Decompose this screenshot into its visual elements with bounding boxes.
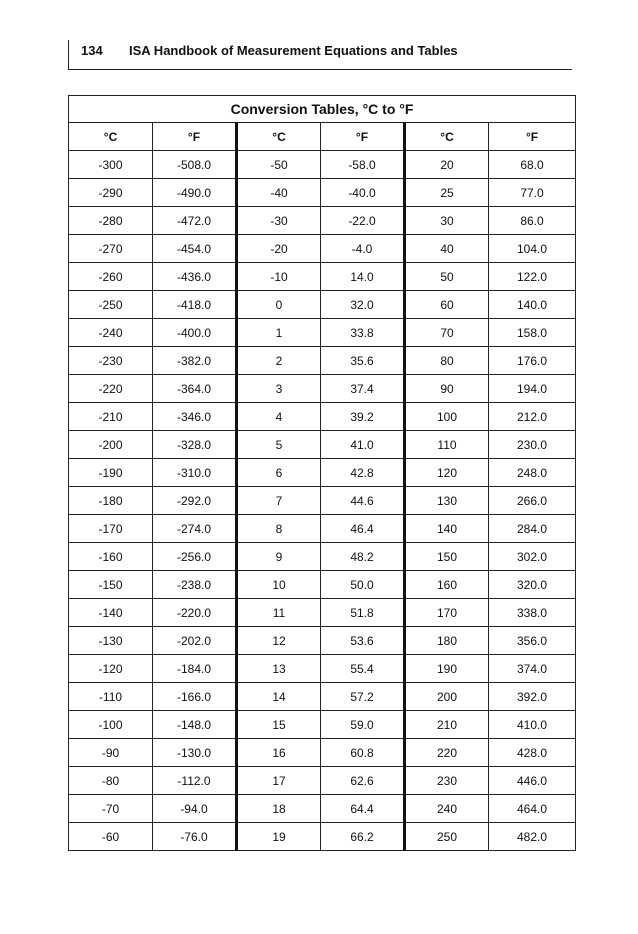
celsius-cell: -280 (69, 207, 153, 235)
celsius-cell: 50 (405, 263, 489, 291)
fahrenheit-cell: -112.0 (153, 767, 237, 795)
fahrenheit-cell: 410.0 (489, 711, 576, 739)
fahrenheit-cell: 64.4 (321, 795, 405, 823)
fahrenheit-cell: -472.0 (153, 207, 237, 235)
celsius-cell: 140 (405, 515, 489, 543)
fahrenheit-cell: 86.0 (489, 207, 576, 235)
celsius-cell: 60 (405, 291, 489, 319)
fahrenheit-cell: -22.0 (321, 207, 405, 235)
celsius-cell: -180 (69, 487, 153, 515)
fahrenheit-cell: 122.0 (489, 263, 576, 291)
table-row (69, 711, 576, 739)
table-row (69, 375, 576, 403)
conversion-table (68, 95, 576, 851)
celsius-cell: -250 (69, 291, 153, 319)
celsius-cell: -290 (69, 179, 153, 207)
table-row (69, 179, 576, 207)
celsius-cell: 16 (237, 739, 321, 767)
fahrenheit-cell: -184.0 (153, 655, 237, 683)
fahrenheit-cell: -436.0 (153, 263, 237, 291)
celsius-cell: 8 (237, 515, 321, 543)
fahrenheit-cell: 66.2 (321, 823, 405, 851)
fahrenheit-cell: 338.0 (489, 599, 576, 627)
celsius-cell: -240 (69, 319, 153, 347)
fahrenheit-cell: -418.0 (153, 291, 237, 319)
fahrenheit-cell: 46.4 (321, 515, 405, 543)
celsius-cell: -160 (69, 543, 153, 571)
fahrenheit-cell: 428.0 (489, 739, 576, 767)
celsius-cell: 13 (237, 655, 321, 683)
table-title-row (69, 96, 576, 123)
fahrenheit-cell: -328.0 (153, 431, 237, 459)
table-row (69, 795, 576, 823)
celsius-cell: 90 (405, 375, 489, 403)
celsius-cell: 40 (405, 235, 489, 263)
celsius-cell: -260 (69, 263, 153, 291)
celsius-cell: -140 (69, 599, 153, 627)
celsius-cell: -210 (69, 403, 153, 431)
table-row (69, 263, 576, 291)
celsius-cell: -10 (237, 263, 321, 291)
fahrenheit-cell: 55.4 (321, 655, 405, 683)
fahrenheit-cell: 176.0 (489, 347, 576, 375)
fahrenheit-cell: -94.0 (153, 795, 237, 823)
table-row (69, 767, 576, 795)
table-row (69, 319, 576, 347)
celsius-cell: -230 (69, 347, 153, 375)
fahrenheit-cell: -400.0 (153, 319, 237, 347)
fahrenheit-cell: 14.0 (321, 263, 405, 291)
celsius-cell: -220 (69, 375, 153, 403)
celsius-cell: 170 (405, 599, 489, 627)
table-row (69, 739, 576, 767)
fahrenheit-cell: 266.0 (489, 487, 576, 515)
table-row (69, 151, 576, 179)
table-row (69, 599, 576, 627)
table-row (69, 627, 576, 655)
fahrenheit-cell: 446.0 (489, 767, 576, 795)
celsius-cell: 11 (237, 599, 321, 627)
fahrenheit-cell: -58.0 (321, 151, 405, 179)
celsius-cell: 100 (405, 403, 489, 431)
fahrenheit-cell: 230.0 (489, 431, 576, 459)
celsius-cell: 70 (405, 319, 489, 347)
fahrenheit-cell: -238.0 (153, 571, 237, 599)
celsius-cell: -50 (237, 151, 321, 179)
fahrenheit-cell: -310.0 (153, 459, 237, 487)
table-row (69, 683, 576, 711)
celsius-cell: 130 (405, 487, 489, 515)
fahrenheit-cell: 320.0 (489, 571, 576, 599)
fahrenheit-cell: -508.0 (153, 151, 237, 179)
table-row (69, 403, 576, 431)
celsius-cell: 250 (405, 823, 489, 851)
fahrenheit-cell: -490.0 (153, 179, 237, 207)
fahrenheit-cell: -166.0 (153, 683, 237, 711)
celsius-cell: 30 (405, 207, 489, 235)
fahrenheit-cell: -4.0 (321, 235, 405, 263)
fahrenheit-cell: -148.0 (153, 711, 237, 739)
fahrenheit-cell: 62.6 (321, 767, 405, 795)
fahrenheit-cell: 140.0 (489, 291, 576, 319)
column-header-fahrenheit: °F (153, 123, 237, 151)
fahrenheit-cell: 374.0 (489, 655, 576, 683)
celsius-cell: 150 (405, 543, 489, 571)
fahrenheit-cell: 392.0 (489, 683, 576, 711)
celsius-cell: -130 (69, 627, 153, 655)
celsius-cell: -120 (69, 655, 153, 683)
celsius-cell: 120 (405, 459, 489, 487)
celsius-cell: -20 (237, 235, 321, 263)
celsius-cell: -90 (69, 739, 153, 767)
celsius-cell: -80 (69, 767, 153, 795)
celsius-cell: 180 (405, 627, 489, 655)
fahrenheit-cell: -364.0 (153, 375, 237, 403)
celsius-cell: -30 (237, 207, 321, 235)
celsius-cell: -170 (69, 515, 153, 543)
fahrenheit-cell: 356.0 (489, 627, 576, 655)
fahrenheit-cell: 212.0 (489, 403, 576, 431)
table-row (69, 235, 576, 263)
table-row (69, 347, 576, 375)
fahrenheit-cell: 194.0 (489, 375, 576, 403)
page-number: 134 (81, 43, 103, 58)
column-header-celsius: °C (405, 123, 489, 151)
celsius-cell: 210 (405, 711, 489, 739)
celsius-cell: -40 (237, 179, 321, 207)
fahrenheit-cell: 53.6 (321, 627, 405, 655)
fahrenheit-cell: 57.2 (321, 683, 405, 711)
celsius-cell: 1 (237, 319, 321, 347)
celsius-cell: 5 (237, 431, 321, 459)
column-header-fahrenheit: °F (321, 123, 405, 151)
table-row (69, 431, 576, 459)
celsius-cell: -200 (69, 431, 153, 459)
celsius-cell: 14 (237, 683, 321, 711)
celsius-cell: 9 (237, 543, 321, 571)
fahrenheit-cell: 32.0 (321, 291, 405, 319)
celsius-cell: 19 (237, 823, 321, 851)
celsius-cell: -110 (69, 683, 153, 711)
fahrenheit-cell: -202.0 (153, 627, 237, 655)
fahrenheit-cell: -292.0 (153, 487, 237, 515)
fahrenheit-cell: 68.0 (489, 151, 576, 179)
fahrenheit-cell: -76.0 (153, 823, 237, 851)
fahrenheit-cell: -274.0 (153, 515, 237, 543)
table-row (69, 515, 576, 543)
fahrenheit-cell: 104.0 (489, 235, 576, 263)
fahrenheit-cell: -382.0 (153, 347, 237, 375)
celsius-cell: -300 (69, 151, 153, 179)
celsius-cell: 15 (237, 711, 321, 739)
fahrenheit-cell: -130.0 (153, 739, 237, 767)
fahrenheit-cell: -256.0 (153, 543, 237, 571)
fahrenheit-cell: 51.8 (321, 599, 405, 627)
celsius-cell: 12 (237, 627, 321, 655)
fahrenheit-cell: 60.8 (321, 739, 405, 767)
table-row (69, 459, 576, 487)
table-row (69, 823, 576, 851)
celsius-cell: 160 (405, 571, 489, 599)
fahrenheit-cell: 59.0 (321, 711, 405, 739)
table-row (69, 655, 576, 683)
celsius-cell: -100 (69, 711, 153, 739)
fahrenheit-cell: 302.0 (489, 543, 576, 571)
table-row (69, 487, 576, 515)
celsius-cell: 220 (405, 739, 489, 767)
celsius-cell: 80 (405, 347, 489, 375)
fahrenheit-cell: 35.6 (321, 347, 405, 375)
fahrenheit-cell: 482.0 (489, 823, 576, 851)
fahrenheit-cell: 50.0 (321, 571, 405, 599)
fahrenheit-cell: 44.6 (321, 487, 405, 515)
celsius-cell: -70 (69, 795, 153, 823)
table-row (69, 571, 576, 599)
fahrenheit-cell: -454.0 (153, 235, 237, 263)
celsius-cell: 20 (405, 151, 489, 179)
running-title: ISA Handbook of Measurement Equations and Tables (129, 43, 458, 58)
celsius-cell: 3 (237, 375, 321, 403)
fahrenheit-cell: 42.8 (321, 459, 405, 487)
table-title: Conversion Tables, °C to °F (69, 96, 576, 123)
column-header-celsius: °C (237, 123, 321, 151)
celsius-cell: 200 (405, 683, 489, 711)
table-body (69, 151, 576, 851)
celsius-cell: 7 (237, 487, 321, 515)
celsius-cell: 2 (237, 347, 321, 375)
celsius-cell: 4 (237, 403, 321, 431)
celsius-cell: -270 (69, 235, 153, 263)
celsius-cell: 230 (405, 767, 489, 795)
column-header-fahrenheit: °F (489, 123, 576, 151)
celsius-cell: -60 (69, 823, 153, 851)
celsius-cell: 6 (237, 459, 321, 487)
celsius-cell: 18 (237, 795, 321, 823)
fahrenheit-cell: 158.0 (489, 319, 576, 347)
fahrenheit-cell: 248.0 (489, 459, 576, 487)
table-row (69, 207, 576, 235)
fahrenheit-cell: -40.0 (321, 179, 405, 207)
fahrenheit-cell: 48.2 (321, 543, 405, 571)
fahrenheit-cell: 37.4 (321, 375, 405, 403)
fahrenheit-cell: 464.0 (489, 795, 576, 823)
column-header-celsius: °C (69, 123, 153, 151)
celsius-cell: 17 (237, 767, 321, 795)
table-header-row (69, 123, 576, 151)
fahrenheit-cell: 33.8 (321, 319, 405, 347)
fahrenheit-cell: 77.0 (489, 179, 576, 207)
page-header (68, 40, 572, 70)
celsius-cell: 110 (405, 431, 489, 459)
fahrenheit-cell: 39.2 (321, 403, 405, 431)
celsius-cell: 240 (405, 795, 489, 823)
celsius-cell: 25 (405, 179, 489, 207)
table-row (69, 543, 576, 571)
fahrenheit-cell: 41.0 (321, 431, 405, 459)
celsius-cell: 0 (237, 291, 321, 319)
fahrenheit-cell: -346.0 (153, 403, 237, 431)
celsius-cell: -190 (69, 459, 153, 487)
celsius-cell: 10 (237, 571, 321, 599)
table-row (69, 291, 576, 319)
celsius-cell: 190 (405, 655, 489, 683)
fahrenheit-cell: -220.0 (153, 599, 237, 627)
celsius-cell: -150 (69, 571, 153, 599)
fahrenheit-cell: 284.0 (489, 515, 576, 543)
